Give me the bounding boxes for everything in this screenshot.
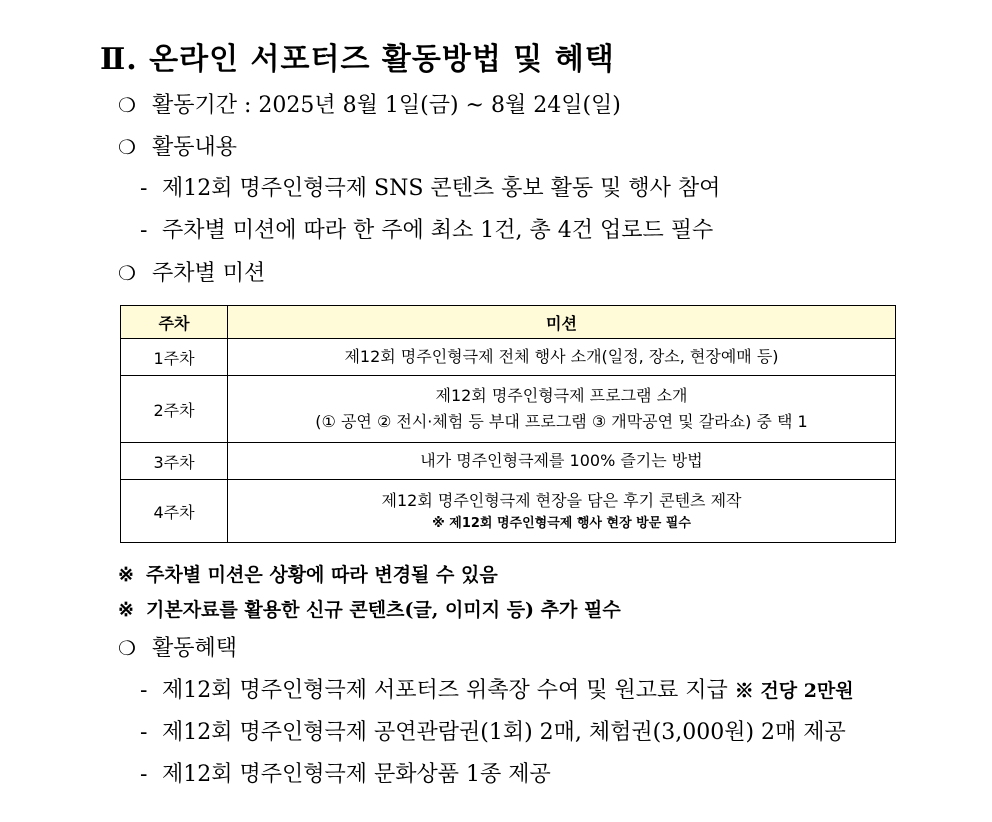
mission-text: 제12회 명주인형극제 전체 행사 소개(일정, 장소, 현장예매 등): [344, 347, 779, 366]
activity-content-label: 활동내용: [152, 135, 238, 160]
header-week: 주차: [121, 306, 228, 339]
week-cell: 3주차: [121, 443, 228, 480]
table-row: [121, 480, 896, 543]
table-row: [121, 376, 896, 443]
table-row: [121, 443, 896, 480]
benefit-emphasis: ※ 건당 2만원: [734, 680, 854, 702]
dash-bullet: -: [140, 720, 148, 745]
benefit-item: [140, 677, 854, 705]
activity-period-text: 활동기간 : 2025년 8월 1일(금) ~ 8월 24일(일): [152, 93, 621, 118]
benefit-text: 제12회 명주인형극제 문화상품 1종 제공: [162, 762, 551, 787]
benefit-item: [140, 761, 551, 789]
activity-period: [118, 91, 621, 120]
mission-text: 제12회 명주인형극제 프로그램 소개: [435, 386, 688, 405]
mission-cell: [228, 480, 896, 543]
dash-bullet: -: [140, 176, 148, 201]
benefit-text: 제12회 명주인형극제 공연관람권(1회) 2매, 체험권(3,000원) 2매 제공: [162, 720, 846, 745]
mission-text: 제12회 명주인형극제 현장을 담은 후기 콘텐츠 제작: [381, 491, 742, 510]
circle-bullet-icon: ❍: [118, 135, 136, 159]
table-row: [121, 339, 896, 376]
weekly-mission-table: [120, 305, 896, 543]
section-title: Ⅱ. 온라인 서포터즈 활동방법 및 혜택: [100, 42, 615, 77]
week-cell: 2주차: [121, 376, 228, 443]
content-item: [140, 175, 720, 203]
activity-content-heading: [118, 133, 237, 162]
circle-bullet-icon: ❍: [118, 636, 136, 660]
mission-text: 내가 명주인형극제를 100% 즐기는 방법: [420, 451, 703, 470]
week-cell: 4주차: [121, 480, 228, 543]
note-text: 기본자료를 활용한 신규 콘텐츠(글, 이미지 등) 추가 필수: [146, 599, 621, 621]
table-header-row: [121, 306, 896, 339]
circle-bullet-icon: ❍: [118, 261, 136, 285]
weekly-mission-heading: [118, 259, 265, 288]
note-mark-icon: ※: [118, 564, 134, 586]
week-cell: 1주차: [121, 339, 228, 376]
header-mission: 미션: [228, 306, 896, 339]
content-item: [140, 217, 713, 245]
benefit-item: [140, 719, 846, 747]
mission-cell: [228, 339, 896, 376]
mission-note: ※ 제12회 명주인형극제 행사 현장 방문 필수: [432, 516, 691, 531]
mission-cell: [228, 443, 896, 480]
circle-bullet-icon: ❍: [118, 93, 136, 117]
mission-text: (① 공연 ② 전시·체험 등 부대 프로그램 ③ 개막공연 및 갈라쇼) 중 택 1: [315, 412, 808, 431]
dash-bullet: -: [140, 678, 148, 703]
dash-bullet: -: [140, 762, 148, 787]
mission-cell: [228, 376, 896, 443]
note-item: [118, 561, 498, 589]
dash-bullet: -: [140, 218, 148, 243]
benefits-label: 활동혜택: [152, 636, 238, 661]
note-mark-icon: ※: [118, 599, 134, 621]
content-item-text: 주차별 미션에 따라 한 주에 최소 1건, 총 4건 업로드 필수: [162, 218, 714, 243]
weekly-mission-label: 주차별 미션: [152, 261, 266, 286]
note-text: 주차별 미션은 상황에 따라 변경될 수 있음: [146, 564, 498, 586]
note-item: [118, 596, 621, 624]
benefits-heading: [118, 634, 237, 663]
benefit-text: 제12회 명주인형극제 서포터즈 위촉장 수여 및 원고료 지급: [162, 678, 728, 703]
content-item-text: 제12회 명주인형극제 SNS 콘텐츠 홍보 활동 및 행사 참여: [162, 176, 721, 201]
